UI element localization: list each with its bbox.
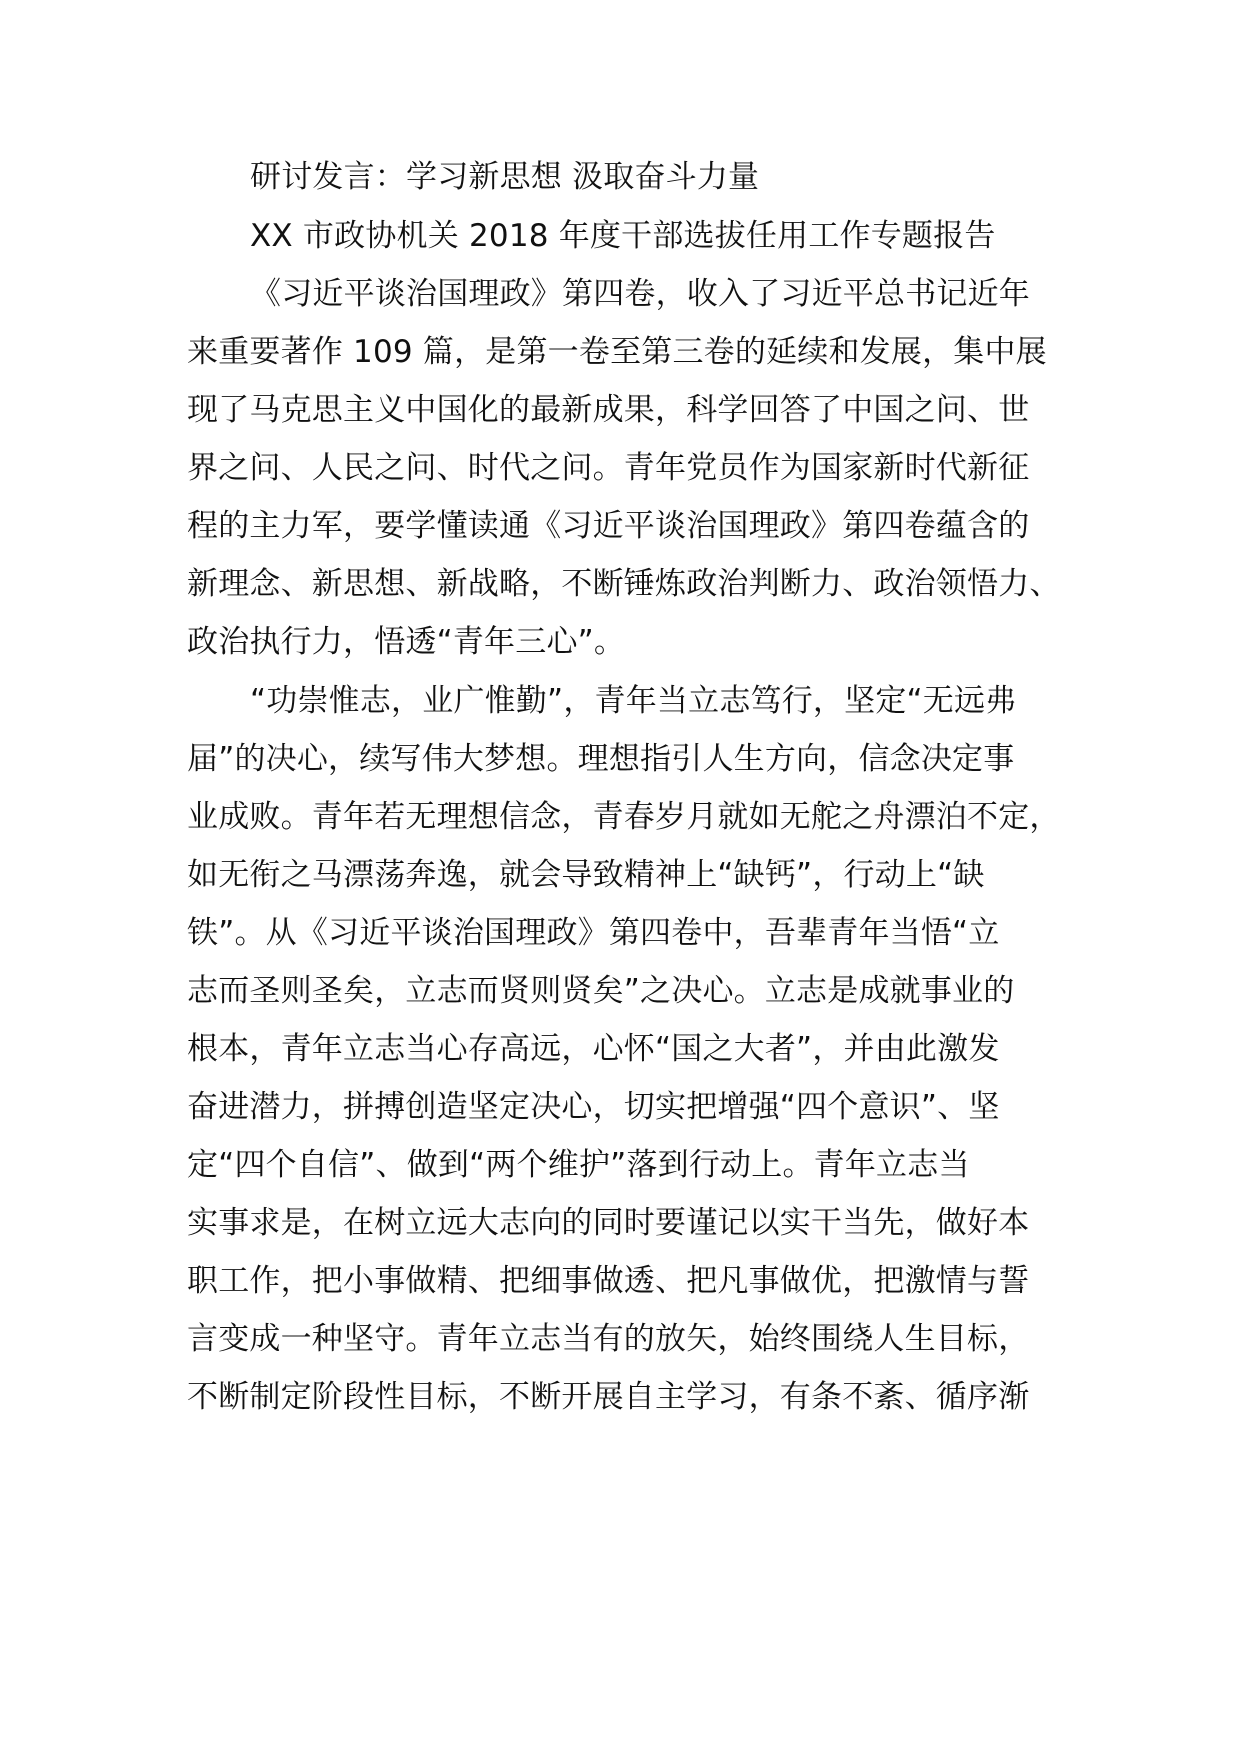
- document-title: 研讨发言：学习新思想 汲取奋斗力量: [250, 159, 760, 195]
- paragraph-1-line-2: 来重要著作 109 篇，是第一卷至第三卷的延续和发展，集中展: [187, 334, 1047, 370]
- paragraph-2-line-3: 业成败。青年若无理想信念，青春岁月就如无舵之舟漂泊不定，: [187, 799, 1061, 835]
- paragraph-2-line-13: 不断制定阶段性目标，不断开展自主学习，有条不紊、循序渐: [187, 1379, 1030, 1415]
- paragraph-2-line-6: 志而圣则圣矣，立志而贤则贤矣”之决心。立志是成就事业的: [187, 973, 1015, 1009]
- paragraph-2-line-5: 铁”。从《习近平谈治国理政》第四卷中，吾辈青年当悟“立: [187, 915, 1000, 951]
- paragraph-2-line-10: 实事求是，在树立远大志向的同时要谨记以实干当先，做好本: [187, 1205, 1030, 1241]
- paragraph-1-line-5: 程的主力军，要学懂读通《习近平谈治国理政》第四卷蕴含的: [187, 508, 1030, 544]
- paragraph-1-line-4: 界之问、人民之问、时代之问。青年党员作为国家新时代新征: [187, 450, 1030, 486]
- paragraph-2-line-8: 奋进潜力，拼搏创造坚定决心，切实把增强“四个意识”、坚: [187, 1089, 1000, 1125]
- paragraph-2-line-4: 如无衔之马漂荡奔逸，就会导致精神上“缺钙”，行动上“缺: [187, 857, 985, 893]
- paragraph-2-line-12: 言变成一种坚守。青年立志当有的放矢，始终围绕人生目标，: [187, 1321, 1030, 1357]
- paragraph-2-line-11: 职工作，把小事做精、把细事做透、把凡事做优，把激情与誓: [187, 1263, 1030, 1299]
- document-subtitle: XX 市政协机关 2018 年度干部选拔任用工作专题报告: [250, 218, 996, 254]
- paragraph-2-line-7: 根本，青年立志当心存高远，心怀“国之大者”，并由此激发: [187, 1031, 1000, 1067]
- paragraph-2-line-2: 届”的决心，续写伟大梦想。理想指引人生方向，信念决定事: [187, 741, 1015, 777]
- paragraph-1-line-3: 现了马克思主义中国化的最新成果，科学回答了中国之问、世: [187, 392, 1030, 428]
- paragraph-2-line-9: 定“四个自信”、做到“两个维护”落到行动上。青年立志当: [187, 1147, 970, 1183]
- paragraph-1-line-6: 新理念、新思想、新战略，不断锤炼政治判断力、政治领悟力、: [187, 566, 1061, 602]
- paragraph-2-line-1: “功崇惟志，业广惟勤”，青年当立志笃行，坚定“无远弗: [250, 683, 1017, 719]
- paragraph-1-line-7: 政治执行力，悟透“青年三心”。: [187, 624, 626, 660]
- paragraph-1-line-1: 《习近平谈治国理政》第四卷，收入了习近平总书记近年: [250, 276, 1030, 312]
